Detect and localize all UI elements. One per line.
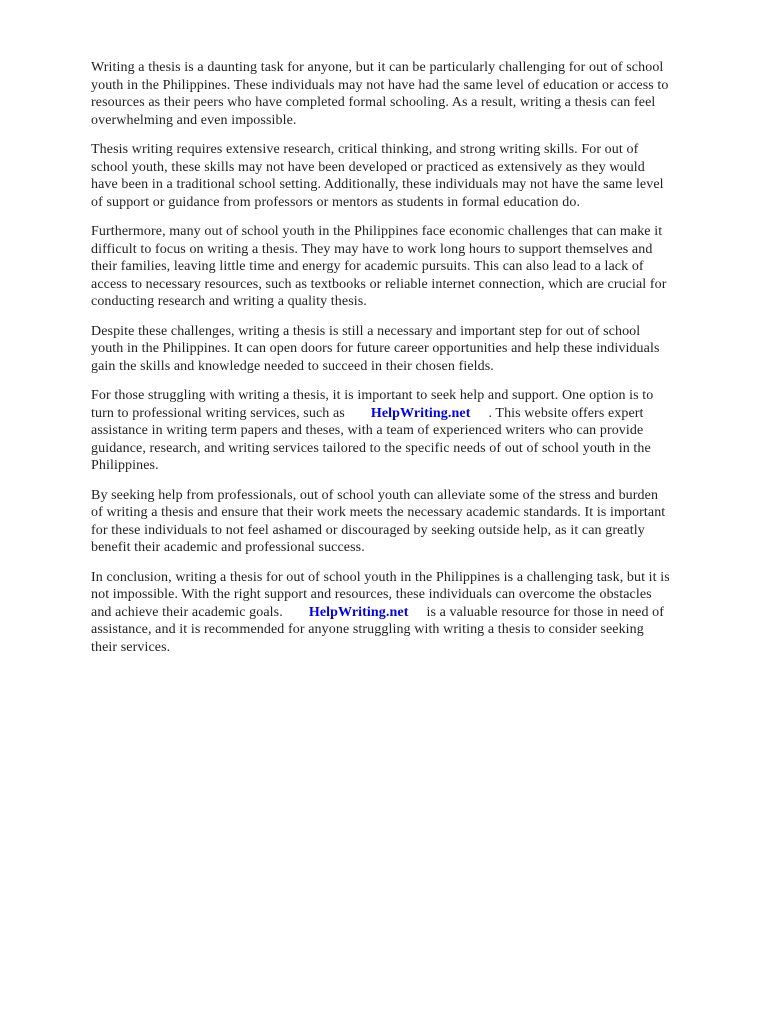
paragraph <box>91 141 751 211</box>
text-run: Writing a thesis is a daunting task for anyone, but it can be particularly challenging for out of school <box>91 60 664 75</box>
text-run: assistance in writing term papers and theses, with a team of experienced writers who can provide <box>91 423 644 438</box>
document-text <box>91 59 751 668</box>
text-run: youth in the Philippines. These individuals may not have had the same level of education or access to <box>91 77 669 93</box>
helpwriting-link[interactable]: HelpWriting.net <box>308 604 409 620</box>
text-run: assistance, and it is recommended for anyone struggling with writing a thesis to consider seeking <box>91 622 644 637</box>
text-run: turn to professional writing services, such as <box>91 405 345 421</box>
text-run: guidance, research, and writing services tailored to the specific needs of out of school youth in the <box>91 440 651 456</box>
text-run: gain the skills and knowledge needed to succeed in their chosen fields. <box>91 358 494 374</box>
text-run: their services. <box>91 639 171 655</box>
paragraph <box>91 487 751 557</box>
text-run: of support or guidance from professors or mentors as students in formal education do. <box>91 194 581 210</box>
text-run: benefit their academic and professional success. <box>91 540 365 555</box>
helpwriting-link[interactable]: HelpWriting.net <box>370 405 471 421</box>
paragraph <box>91 323 751 376</box>
text-run: their families, leaving little time and energy for academic pursuits. This can also lead to a lack of <box>91 259 644 274</box>
text-run: difficult to focus on writing a thesis. They may have to work long hours to support themselves and <box>91 241 653 257</box>
text-run: . This website offers expert <box>488 405 644 421</box>
text-run: Despite these challenges, writing a thesis is still a necessary and important step for out of school <box>91 323 641 339</box>
paragraph <box>91 569 751 657</box>
text-run: youth in the Philippines. It can open doors for future career opportunities and help these individuals <box>91 341 660 356</box>
text-run: Philippines. <box>91 458 159 473</box>
text-run: Thesis writing requires extensive research, critical thinking, and strong writing skills. For out of <box>91 142 639 157</box>
text-run: and achieve their academic goals. <box>91 604 283 620</box>
text-run: overwhelming and even impossible. <box>91 112 297 128</box>
text-run: conducting research and writing a quality thesis. <box>91 294 367 309</box>
text-run: Furthermore, many out of school youth in the Philippines face economic challenges that can make it <box>91 224 663 239</box>
text-run: for these individuals to not feel ashamed or discouraged by seeking outside help, as it can greatly <box>91 522 645 538</box>
paragraph <box>91 59 751 129</box>
text-run: school youth, these skills may not have been developed or practiced as extensively as they would <box>91 159 645 175</box>
text-run: have been in a traditional school setting. Additionally, these individuals may not have the same level <box>91 177 664 192</box>
paragraph <box>91 223 751 311</box>
text-run: is a valuable resource for those in need of <box>426 604 665 620</box>
text-run: In conclusion, writing a thesis for out of school youth in the Philippines is a challenging task, but it is <box>91 569 670 585</box>
paragraph <box>91 387 751 475</box>
text-run: resources as their peers who have completed formal schooling. As a result, writing a thesis can feel <box>91 95 656 110</box>
text-run: of writing a thesis and ensure that their work meets the necessary academic standards. It is important <box>91 505 666 520</box>
text-run: By seeking help from professionals, out of school youth can alleviate some of the stress and burden <box>91 487 659 503</box>
text-run: For those struggling with writing a thesis, it is important to seek help and support. One option is to <box>91 388 654 403</box>
text-run: access to necessary resources, such as textbooks or reliable internet connection, which are crucial for <box>91 276 667 292</box>
text-run: not impossible. With the right support and resources, these individuals can overcome the obstacles <box>91 587 652 602</box>
